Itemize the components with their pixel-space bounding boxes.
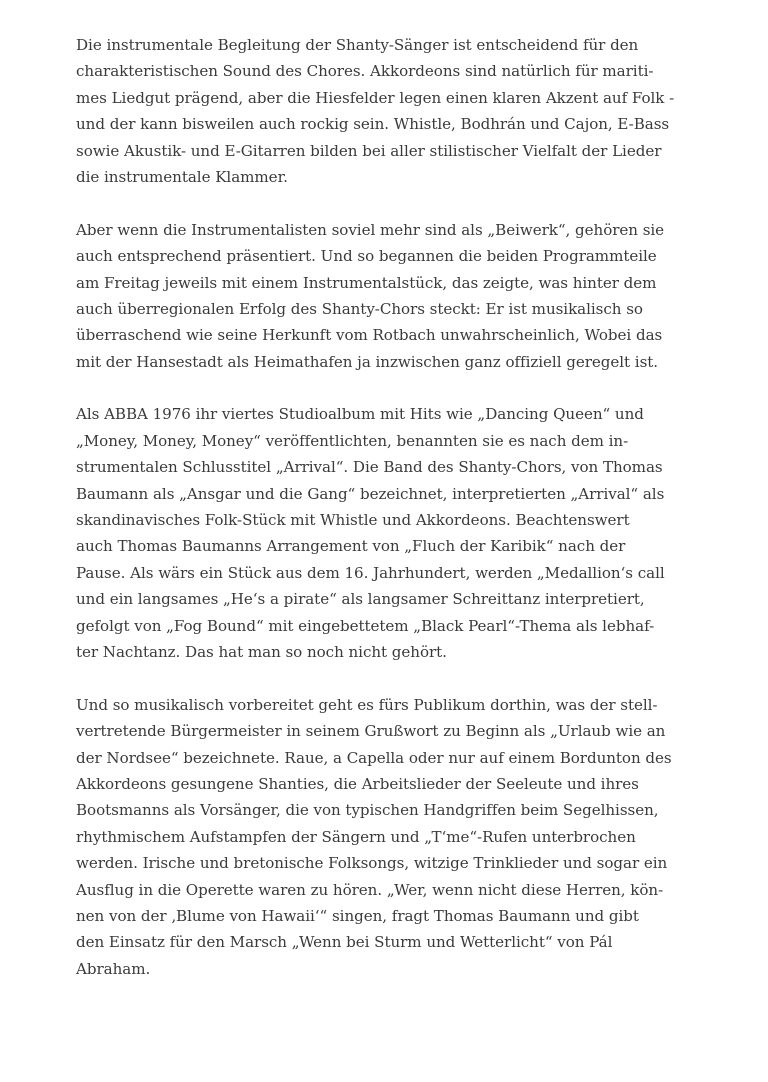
text-line: werden. Irische und bretonische Folksongs, witzige Trinklieder und sogar ein xyxy=(76,854,668,873)
paragraph-instrumentalists xyxy=(76,217,688,375)
text-line: charakteristischen Sound des Chores. Akkordeons sind natürlich für mariti- xyxy=(76,62,654,81)
text-line: und ein langsames „He‘s a pirate“ als langsamer Schreittanz interpretiert, xyxy=(76,590,645,609)
paragraph-shanties-folksongs xyxy=(76,692,688,982)
text-line: auch überregionalen Erfolg des Shanty-Chors steckt: Er ist musikalisch so xyxy=(76,299,643,318)
text-line: am Freitag jeweils mit einem Instrumentalstück, das zeigte, was hinter dem xyxy=(76,273,657,292)
text-line: Und so musikalisch vorbereitet geht es fürs Publikum dorthin, was der stell- xyxy=(76,695,658,714)
paragraph-instrumental-accompaniment xyxy=(76,32,688,190)
text-line: Pause. Als wärs ein Stück aus dem 16. Jahrhundert, werden „Medallion‘s call xyxy=(76,563,665,582)
text-line: auch Thomas Baumanns Arrangement von „Fluch der Karibik“ nach der xyxy=(76,537,626,556)
text-line: Die instrumentale Begleitung der Shanty-Sänger ist entscheidend für den xyxy=(76,36,639,54)
text-line: ter Nachtanz. Das hat man so noch nicht gehört. xyxy=(76,642,447,661)
text-line: Baumann als „Ansgar und die Gang“ bezeichnet, interpretierten „Arrival“ als xyxy=(76,484,665,503)
text-line: Aber wenn die Instrumentalisten soviel mehr sind als „Beiwerk“, gehören sie xyxy=(76,220,665,239)
paragraph-abba-arrival xyxy=(76,401,688,665)
text-line: überraschend wie seine Herkunft vom Rotbach unwahrscheinlich, Wobei das xyxy=(76,326,663,345)
text-line: auch entsprechend präsentiert. Und so begannen die beiden Programmteile xyxy=(76,247,657,266)
text-line: Bootsmanns als Vorsänger, die von typischen Handgriffen beim Segelhissen, xyxy=(76,801,659,820)
text-line: die instrumentale Klammer. xyxy=(76,167,288,186)
text-line: den Einsatz für den Marsch „Wenn bei Sturm und Wetterlicht“ von Pál xyxy=(76,933,613,952)
text-line: der Nordsee“ bezeichnete. Raue, a Capella oder nur auf einem Bordunton des xyxy=(76,748,672,767)
text-line: gefolgt von „Fog Bound“ mit eingebettetem „Black Pearl“-Thema als lebhaf- xyxy=(76,616,655,635)
article-body xyxy=(76,32,688,982)
text-line: mes Liedgut prägend, aber die Hiesfelder legen einen klaren Akzent auf Folk - xyxy=(76,88,675,107)
text-line: sowie Akustik- und E-Gitarren bilden bei aller stilistischer Vielfalt der Lieder xyxy=(76,141,662,160)
text-line: strumentalen Schlusstitel „Arrival“. Die Band des Shanty-Chors, von Thomas xyxy=(76,458,663,477)
text-line: skandinavisches Folk-Stück mit Whistle und Akkordeons. Beachtenswert xyxy=(76,511,630,530)
text-line: und der kann bisweilen auch rockig sein. Whistle, Bodhrán und Cajon, E-Bass xyxy=(76,115,670,134)
text-line: Akkordeons gesungene Shanties, die Arbeitslieder der Seeleute und ihres xyxy=(76,774,639,793)
text-line: vertretende Bürgermeister in seinem Grußwort zu Beginn als „Urlaub wie an xyxy=(76,722,666,741)
text-line: nen von der ‚Blume von Hawaii‘“ singen, fragt Thomas Baumann und gibt xyxy=(76,906,639,925)
text-line: Abraham. xyxy=(76,959,151,978)
text-line: „Money, Money, Money“ veröffentlichten, benannten sie es nach dem in- xyxy=(76,431,629,450)
text-line: Ausflug in die Operette waren zu hören. „Wer, wenn nicht diese Herren, kön- xyxy=(76,880,664,899)
text-line: Als ABBA 1976 ihr viertes Studioalbum mit Hits wie „Dancing Queen“ und xyxy=(76,405,644,424)
text-line: rhythmischem Aufstampfen der Sängern und „T‘me“-Rufen unterbrochen xyxy=(76,827,636,846)
text-line: mit der Hansestadt als Heimathafen ja inzwischen ganz offiziell geregelt ist. xyxy=(76,352,659,371)
